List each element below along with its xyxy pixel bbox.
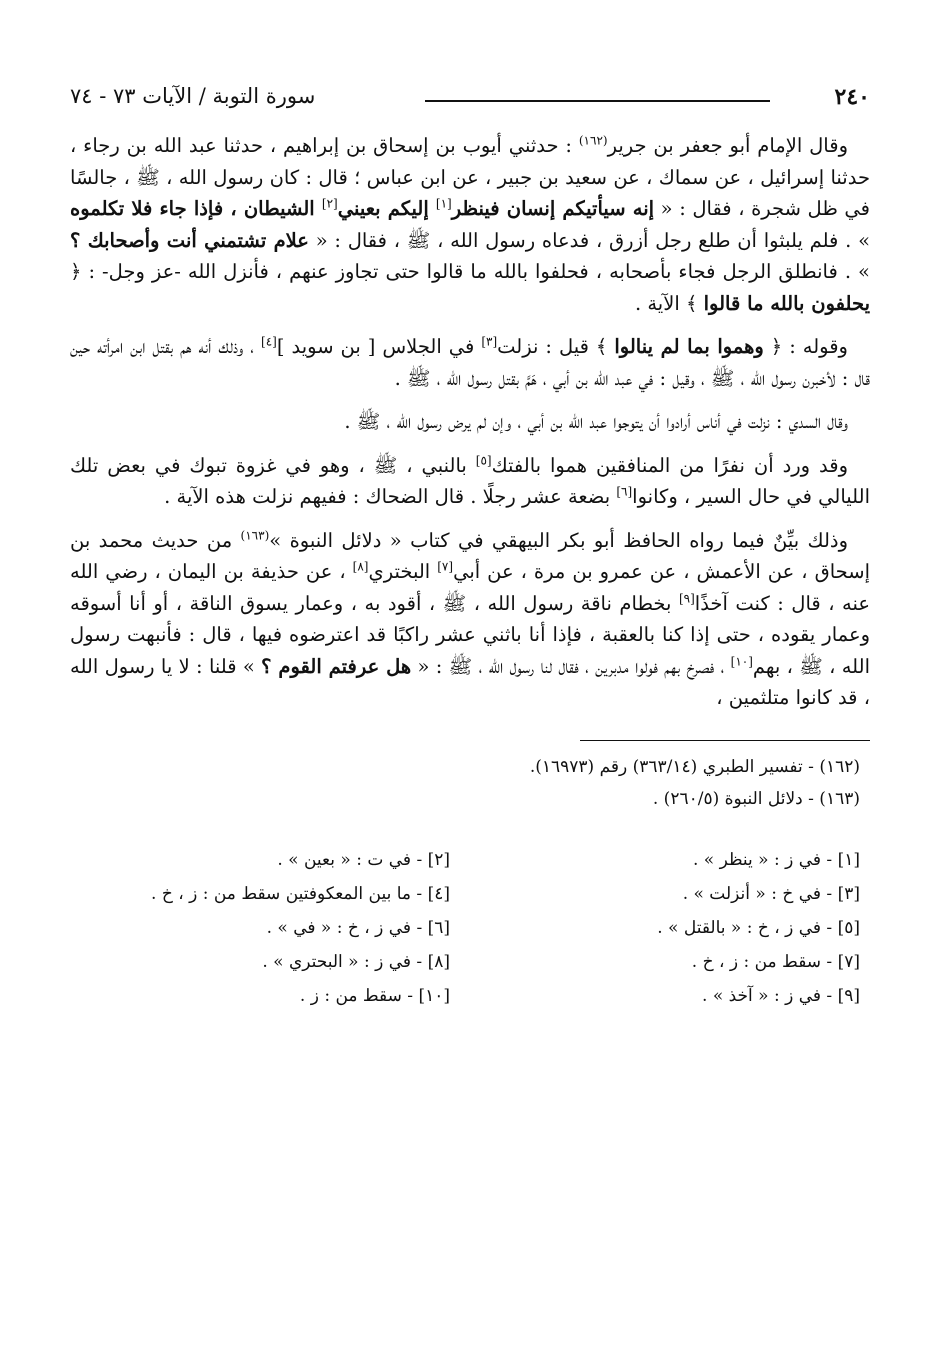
variant-note: [٨] - في ز : « البحتري » . bbox=[262, 951, 450, 972]
text-run: البختري bbox=[368, 560, 438, 583]
note-marker: [٣] bbox=[481, 334, 498, 349]
text-run: بالنبي ، ﷺ ، وهو في غزوة تبوك في بعض تلك الليالي في حال السير ، وكانوا bbox=[70, 453, 870, 508]
source-footnotes bbox=[70, 751, 870, 815]
text-run: وقد ورد أن نفرًا من المنافقين هموا بالفتك bbox=[491, 453, 849, 477]
paragraph bbox=[70, 406, 870, 438]
main-text bbox=[70, 130, 870, 714]
note-marker: [٨] bbox=[352, 559, 369, 574]
variant-note: [٩] - في ز : « آخذ » . bbox=[702, 985, 860, 1006]
note-marker: [٤] bbox=[261, 334, 277, 349]
paragraph bbox=[70, 130, 870, 319]
note-marker: [٧] bbox=[437, 559, 454, 574]
text-run: وذلك بيِّنٌ فيما رواه الحافظ أبو بكر البيهقي في كتاب « دلائل النبوة » bbox=[269, 528, 848, 552]
bold-text: إنه سيأتيكم إنسان فينظر bbox=[451, 197, 655, 220]
paragraph bbox=[70, 331, 870, 394]
text-run: من حديث محمد بن إسحاق ، عن الأعمش ، عن عمرو بن مرة ، عن أبي bbox=[70, 528, 870, 583]
text-run: ﴾ قيل : نزلت bbox=[497, 335, 615, 358]
text-run: : حدثني أيوب بن إسحاق بن إبراهيم ، حدثنا عبد الله بن رجاء ، حدثنا إسرائيل ، عن سماك ، عن سعيد بن جبير ، عن ابن عباس ؛ قال : كان رسول الله ، ﷺ ، جالسًا في ظل شجرة ، فقال : « bbox=[70, 134, 870, 220]
page-number: ٢٤٠ bbox=[834, 84, 870, 110]
text-run: في الجلاس [ بن سويد ] bbox=[276, 335, 482, 358]
footnote-rule bbox=[580, 740, 870, 741]
text-run: ، وذلك أنه هم بقتل ابن امرأته حين قال : لأخبرن رسول الله ، ﷺ ، وقيل : في عبد الله بن أبي ، هَمَّ بقتل رسول الله ، ﷺ . bbox=[70, 335, 870, 390]
variant-note: [١٠] - سقط من : ز . bbox=[299, 985, 450, 1006]
text-run: بخطام ناقة رسول الله ، ﷺ ، أقود به ، وعمار يسوق الناقة ، أو أنا أسوقه وعمار يقوده ، حتى إذا كنا بالعقبة ، فإذا أنا باثني عشر راكبًا قد اعترضوه فيها ، قال : فأنبهت رسول الله ، ﷺ ، بهم bbox=[70, 591, 871, 678]
paragraph bbox=[70, 525, 870, 714]
variant-note: [٤] - ما بين المعكوفتين سقط من : ز ، خ . bbox=[151, 883, 450, 904]
running-title: سورة التوبة / الآيات ٧٣ - ٧٤ bbox=[70, 84, 316, 108]
variant-note: [٢] - في ت : « بعين » . bbox=[277, 849, 450, 870]
variant-note: [٥] - في ز ، خ : « بالقتل » . bbox=[657, 917, 860, 938]
text-run: وقوله : ﴿ bbox=[763, 335, 848, 358]
page-header bbox=[70, 78, 870, 116]
note-marker: [١] bbox=[435, 196, 452, 211]
text-run: وقال السدي : نزلت في أناس أرادوا أن يتوجوا عبد الله بن أبي ، وإن لم يرض رسول الله ، ﷺ . bbox=[344, 410, 848, 433]
text-run: وقال الإمام أبو جعفر بن جرير bbox=[607, 134, 848, 157]
text-run: ﴾ الآية . bbox=[634, 291, 704, 315]
note-marker: (١٦٣) bbox=[240, 528, 270, 542]
bold-text: علام تشتمني أنت وأصحابك ؟ bbox=[70, 228, 309, 252]
note-marker: [٥] bbox=[475, 453, 492, 467]
variant-note: [٣] - في خ : « أنزلت » . bbox=[682, 883, 860, 904]
variant-notes bbox=[70, 843, 870, 1013]
footnote: (١٦٣) - دلائل النبوة (٢٦٠/٥) . bbox=[652, 788, 860, 809]
book-page bbox=[70, 78, 870, 1013]
text-run: » . فانطلق الرجل فجاء بأصحابه ، فحلفوا بالله ما قالوا حتى تجاوز عنهم ، فأنزل الله -عز وجل- : ﴿ bbox=[70, 260, 870, 283]
note-marker: (١٦٢) bbox=[578, 133, 608, 148]
text-run: ، فصرخ بهم فولوا مدبرين ، فقال لنا رسول الله ، ﷺ : « bbox=[411, 654, 731, 678]
variant-note: [١] - في ز : « ينظر » . bbox=[692, 849, 860, 870]
bold-text: يحلفون بالله ما قالوا bbox=[703, 291, 870, 315]
bold-text: وهموا بما لم ينالوا bbox=[614, 335, 764, 358]
note-marker: [٩] bbox=[678, 591, 695, 605]
text-run: ، عن حذيفة بن اليمان ، رضي الله عنه ، قال : كنت آخذًا bbox=[70, 560, 870, 615]
paragraph bbox=[70, 450, 870, 513]
header-rule bbox=[425, 100, 770, 102]
text-run: بضعة عشر رجلًا . قال الضحاك : ففيهم نزلت هذه الآية . bbox=[164, 485, 617, 508]
text-run: » قلنا : لا يا رسول الله ، قد كانوا متلثمين ، bbox=[70, 654, 870, 709]
footnote: (١٦٢) - تفسير الطبري (٣٦٣/١٤) رقم (١٦٩٧٣). bbox=[529, 756, 860, 777]
variant-note: [٧] - سقط من : ز ، خ . bbox=[691, 951, 860, 972]
note-marker: [١٠] bbox=[730, 654, 753, 668]
bold-text: الشيطان ، فإذا جاء فلا تكلموه bbox=[70, 197, 322, 220]
bold-text: هل عرفتم القوم ؟ bbox=[261, 654, 412, 678]
text-run: » . فلم يلبثوا أن طلع رجل أزرق ، فدعاه رسول الله ، ﷺ ، فقال : « bbox=[308, 228, 870, 252]
variant-note: [٦] - في ز ، خ : « في » . bbox=[266, 917, 450, 938]
note-marker: [٢] bbox=[321, 196, 338, 211]
note-marker: [٦] bbox=[616, 484, 633, 499]
bold-text: إليكم بعيني bbox=[337, 197, 436, 220]
